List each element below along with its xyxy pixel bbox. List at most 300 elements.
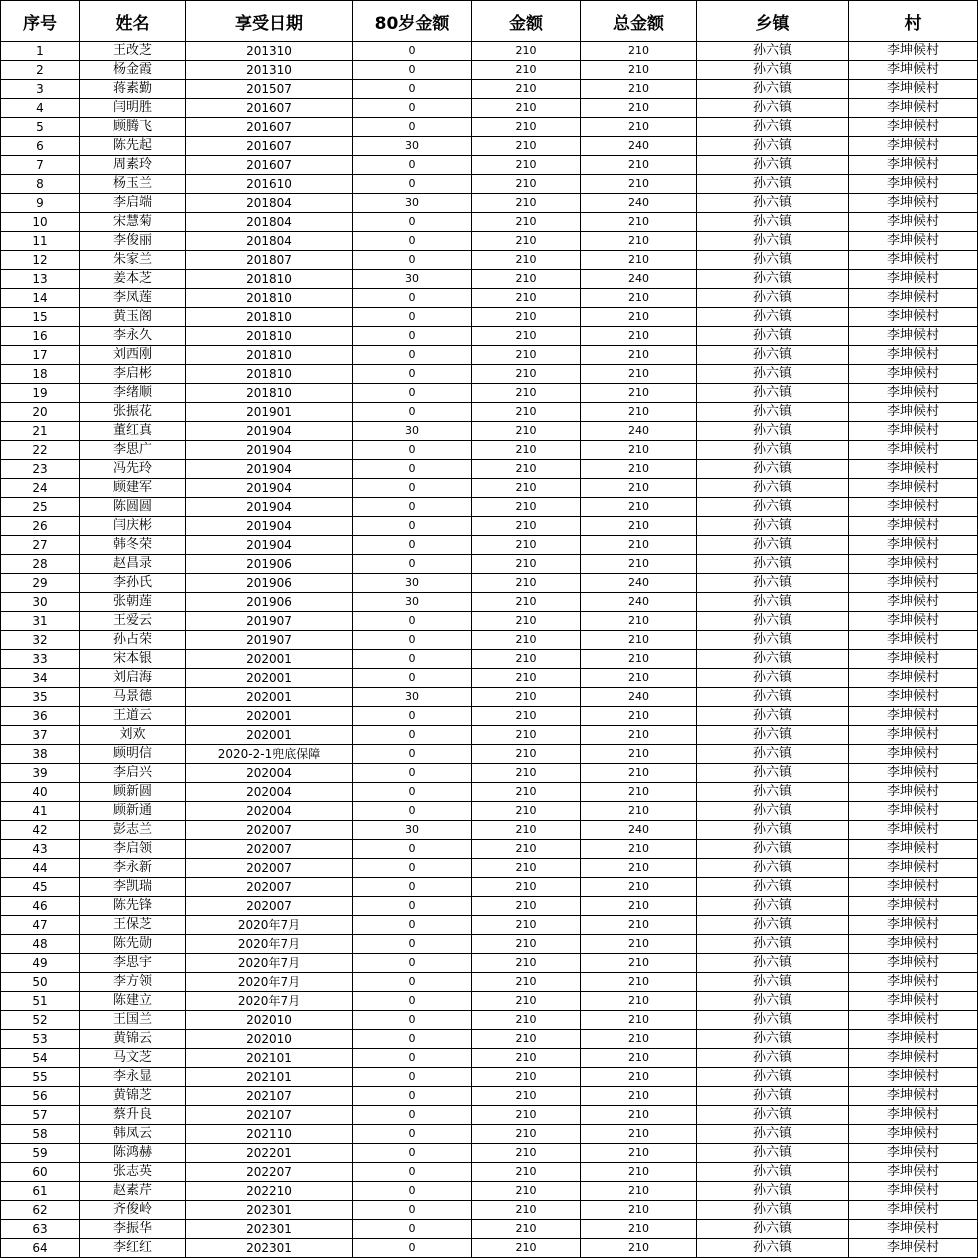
cell-serial-number: 44 — [1, 859, 80, 878]
cell-name: 李永显 — [80, 1068, 186, 1087]
cell-village: 李坤候村 — [849, 42, 978, 61]
table-row — [1, 935, 978, 954]
cell-town: 孙六镇 — [697, 1239, 849, 1258]
cell-start-date: 2020年7月 — [186, 973, 353, 992]
cell-total-amount: 210 — [581, 232, 697, 251]
cell-start-date: 201810 — [186, 308, 353, 327]
cell-age80-amount: 0 — [353, 555, 472, 574]
cell-town: 孙六镇 — [697, 1220, 849, 1239]
cell-town: 孙六镇 — [697, 327, 849, 346]
cell-amount: 210 — [472, 346, 581, 365]
cell-age80-amount: 0 — [353, 631, 472, 650]
cell-amount: 210 — [472, 479, 581, 498]
cell-village: 李坤候村 — [849, 1030, 978, 1049]
table-row — [1, 156, 978, 175]
cell-village: 李坤候村 — [849, 403, 978, 422]
cell-town: 孙六镇 — [697, 479, 849, 498]
cell-amount: 210 — [472, 1030, 581, 1049]
cell-serial-number: 14 — [1, 289, 80, 308]
cell-start-date: 201906 — [186, 593, 353, 612]
cell-start-date: 202001 — [186, 669, 353, 688]
cell-serial-number: 19 — [1, 384, 80, 403]
cell-name: 朱家兰 — [80, 251, 186, 270]
cell-town: 孙六镇 — [697, 1125, 849, 1144]
cell-town: 孙六镇 — [697, 1106, 849, 1125]
table-row — [1, 992, 978, 1011]
cell-village: 李坤侯村 — [849, 1182, 978, 1201]
cell-amount: 210 — [472, 631, 581, 650]
table-row — [1, 802, 978, 821]
table-row — [1, 536, 978, 555]
cell-age80-amount: 0 — [353, 935, 472, 954]
cell-village: 李坤候村 — [849, 859, 978, 878]
cell-town: 孙六镇 — [697, 175, 849, 194]
cell-amount: 210 — [472, 726, 581, 745]
cell-start-date: 201906 — [186, 555, 353, 574]
cell-serial-number: 43 — [1, 840, 80, 859]
cell-age80-amount: 30 — [353, 688, 472, 707]
cell-age80-amount: 0 — [353, 1220, 472, 1239]
cell-age80-amount: 0 — [353, 764, 472, 783]
cell-age80-amount: 30 — [353, 194, 472, 213]
cell-town: 孙六镇 — [697, 840, 849, 859]
cell-serial-number: 2 — [1, 61, 80, 80]
cell-amount: 210 — [472, 1125, 581, 1144]
cell-name: 李红红 — [80, 1239, 186, 1258]
cell-town: 孙六镇 — [697, 973, 849, 992]
cell-age80-amount: 0 — [353, 859, 472, 878]
cell-start-date: 201810 — [186, 365, 353, 384]
cell-serial-number: 12 — [1, 251, 80, 270]
cell-serial-number: 24 — [1, 479, 80, 498]
cell-total-amount: 240 — [581, 137, 697, 156]
cell-amount: 210 — [472, 745, 581, 764]
cell-start-date: 202201 — [186, 1144, 353, 1163]
cell-town: 孙六镇 — [697, 42, 849, 61]
cell-age80-amount: 0 — [353, 403, 472, 422]
cell-town: 孙六镇 — [697, 270, 849, 289]
cell-serial-number: 31 — [1, 612, 80, 631]
cell-serial-number: 38 — [1, 745, 80, 764]
cell-town: 孙六镇 — [697, 536, 849, 555]
cell-town: 孙六镇 — [697, 289, 849, 308]
cell-village: 李坤候村 — [849, 973, 978, 992]
cell-village: 李坤候村 — [849, 517, 978, 536]
cell-village: 李坤候村 — [849, 61, 978, 80]
table-row — [1, 289, 978, 308]
cell-village: 李坤侯村 — [849, 1201, 978, 1220]
cell-start-date: 201607 — [186, 156, 353, 175]
cell-amount: 210 — [472, 308, 581, 327]
cell-serial-number: 52 — [1, 1011, 80, 1030]
header-amount: 金额 — [472, 1, 581, 42]
cell-amount: 210 — [472, 536, 581, 555]
table-row — [1, 840, 978, 859]
cell-age80-amount: 0 — [353, 916, 472, 935]
cell-serial-number: 20 — [1, 403, 80, 422]
cell-town: 孙六镇 — [697, 61, 849, 80]
cell-start-date: 201810 — [186, 384, 353, 403]
cell-name: 宋本银 — [80, 650, 186, 669]
table-body — [1, 42, 978, 1258]
cell-start-date: 201310 — [186, 61, 353, 80]
cell-age80-amount: 0 — [353, 1068, 472, 1087]
cell-name: 李孙氏 — [80, 574, 186, 593]
cell-age80-amount: 0 — [353, 1011, 472, 1030]
cell-village: 李坤候村 — [849, 536, 978, 555]
cell-start-date: 202107 — [186, 1106, 353, 1125]
table-row — [1, 61, 978, 80]
cell-amount: 210 — [472, 783, 581, 802]
cell-name: 顾建军 — [80, 479, 186, 498]
cell-age80-amount: 0 — [353, 384, 472, 403]
table-row — [1, 479, 978, 498]
cell-name: 王爱云 — [80, 612, 186, 631]
cell-start-date: 201804 — [186, 213, 353, 232]
cell-amount: 210 — [472, 688, 581, 707]
cell-age80-amount: 0 — [353, 213, 472, 232]
cell-village: 李坤侯村 — [849, 1163, 978, 1182]
cell-start-date: 201904 — [186, 460, 353, 479]
cell-name: 王改芝 — [80, 42, 186, 61]
cell-village: 李坤候村 — [849, 631, 978, 650]
cell-town: 孙六镇 — [697, 992, 849, 1011]
table-row — [1, 118, 978, 137]
cell-total-amount: 210 — [581, 783, 697, 802]
cell-age80-amount: 0 — [353, 156, 472, 175]
table-row — [1, 194, 978, 213]
cell-amount: 210 — [472, 821, 581, 840]
cell-amount: 210 — [472, 1011, 581, 1030]
cell-name: 李启领 — [80, 840, 186, 859]
cell-village: 李坤候村 — [849, 764, 978, 783]
cell-town: 孙六镇 — [697, 726, 849, 745]
table-row — [1, 80, 978, 99]
table-row — [1, 232, 978, 251]
cell-name: 李振华 — [80, 1220, 186, 1239]
table-row — [1, 593, 978, 612]
cell-start-date: 201907 — [186, 612, 353, 631]
cell-name: 王保芝 — [80, 916, 186, 935]
cell-total-amount: 210 — [581, 726, 697, 745]
cell-name: 王道云 — [80, 707, 186, 726]
cell-total-amount: 210 — [581, 498, 697, 517]
cell-age80-amount: 0 — [353, 308, 472, 327]
cell-start-date: 202001 — [186, 688, 353, 707]
cell-total-amount: 240 — [581, 574, 697, 593]
cell-age80-amount: 0 — [353, 175, 472, 194]
table-row — [1, 137, 978, 156]
cell-name: 张朝莲 — [80, 593, 186, 612]
cell-town: 孙六镇 — [697, 593, 849, 612]
cell-total-amount: 210 — [581, 327, 697, 346]
cell-serial-number: 55 — [1, 1068, 80, 1087]
cell-amount: 210 — [472, 251, 581, 270]
cell-amount: 210 — [472, 1201, 581, 1220]
table-row — [1, 346, 978, 365]
cell-start-date: 202010 — [186, 1011, 353, 1030]
cell-amount: 210 — [472, 517, 581, 536]
cell-town: 孙六镇 — [697, 156, 849, 175]
cell-age80-amount: 0 — [353, 802, 472, 821]
cell-town: 孙六镇 — [697, 1087, 849, 1106]
cell-total-amount: 210 — [581, 650, 697, 669]
cell-village: 李坤候村 — [849, 555, 978, 574]
cell-total-amount: 210 — [581, 802, 697, 821]
cell-age80-amount: 0 — [353, 498, 472, 517]
cell-serial-number: 36 — [1, 707, 80, 726]
cell-village: 李坤侯村 — [849, 1239, 978, 1258]
cell-name: 姜本芝 — [80, 270, 186, 289]
cell-town: 孙六镇 — [697, 232, 849, 251]
cell-total-amount: 210 — [581, 897, 697, 916]
cell-name: 陈先起 — [80, 137, 186, 156]
cell-name: 顾新圆 — [80, 783, 186, 802]
cell-name: 马景德 — [80, 688, 186, 707]
cell-name: 刘启海 — [80, 669, 186, 688]
cell-town: 孙六镇 — [697, 783, 849, 802]
cell-total-amount: 210 — [581, 916, 697, 935]
cell-age80-amount: 0 — [353, 1239, 472, 1258]
cell-serial-number: 46 — [1, 897, 80, 916]
cell-village: 李坤候村 — [849, 1125, 978, 1144]
cell-name: 宋慧菊 — [80, 213, 186, 232]
cell-village: 李坤候村 — [849, 840, 978, 859]
cell-village: 李坤候村 — [849, 992, 978, 1011]
cell-age80-amount: 0 — [353, 1106, 472, 1125]
cell-total-amount: 210 — [581, 403, 697, 422]
cell-amount: 210 — [472, 707, 581, 726]
cell-name: 孙占荣 — [80, 631, 186, 650]
cell-amount: 210 — [472, 973, 581, 992]
header-serial-number: 序号 — [1, 1, 80, 42]
cell-total-amount: 210 — [581, 479, 697, 498]
cell-village: 李坤候村 — [849, 745, 978, 764]
cell-name: 张振花 — [80, 403, 186, 422]
cell-village: 李坤候村 — [849, 593, 978, 612]
table-row — [1, 1239, 978, 1258]
cell-total-amount: 210 — [581, 536, 697, 555]
header-name: 姓名 — [80, 1, 186, 42]
cell-serial-number: 22 — [1, 441, 80, 460]
cell-age80-amount: 0 — [353, 612, 472, 631]
cell-village: 李坤候村 — [849, 650, 978, 669]
cell-serial-number: 13 — [1, 270, 80, 289]
cell-village: 李坤候村 — [849, 137, 978, 156]
cell-village: 李坤候村 — [849, 251, 978, 270]
cell-serial-number: 47 — [1, 916, 80, 935]
table-row — [1, 897, 978, 916]
cell-village: 李坤候村 — [849, 726, 978, 745]
cell-age80-amount: 0 — [353, 973, 472, 992]
cell-age80-amount: 0 — [353, 840, 472, 859]
cell-serial-number: 51 — [1, 992, 80, 1011]
cell-amount: 210 — [472, 764, 581, 783]
table-row — [1, 726, 978, 745]
cell-village: 李坤候村 — [849, 384, 978, 403]
cell-total-amount: 210 — [581, 1182, 697, 1201]
cell-amount: 210 — [472, 80, 581, 99]
cell-amount: 210 — [472, 270, 581, 289]
cell-start-date: 201904 — [186, 422, 353, 441]
cell-town: 孙六镇 — [697, 1030, 849, 1049]
cell-serial-number: 62 — [1, 1201, 80, 1220]
cell-name: 齐俊岭 — [80, 1201, 186, 1220]
cell-start-date: 202210 — [186, 1182, 353, 1201]
cell-town: 孙六镇 — [697, 1182, 849, 1201]
cell-name: 王国兰 — [80, 1011, 186, 1030]
cell-serial-number: 45 — [1, 878, 80, 897]
cell-age80-amount: 0 — [353, 327, 472, 346]
cell-total-amount: 210 — [581, 1087, 697, 1106]
cell-serial-number: 8 — [1, 175, 80, 194]
cell-name: 李永新 — [80, 859, 186, 878]
cell-age80-amount: 0 — [353, 460, 472, 479]
cell-total-amount: 210 — [581, 1049, 697, 1068]
cell-total-amount: 210 — [581, 935, 697, 954]
cell-town: 孙六镇 — [697, 897, 849, 916]
cell-amount: 210 — [472, 992, 581, 1011]
cell-name: 李思宇 — [80, 954, 186, 973]
cell-age80-amount: 0 — [353, 1125, 472, 1144]
cell-amount: 210 — [472, 1068, 581, 1087]
cell-village: 李坤候村 — [849, 1106, 978, 1125]
cell-village: 李坤候村 — [849, 688, 978, 707]
cell-start-date: 202001 — [186, 707, 353, 726]
cell-total-amount: 210 — [581, 1125, 697, 1144]
table-row — [1, 555, 978, 574]
cell-name: 李凯瑞 — [80, 878, 186, 897]
table-row — [1, 783, 978, 802]
cell-total-amount: 210 — [581, 42, 697, 61]
cell-village: 李坤候村 — [849, 1068, 978, 1087]
table-row — [1, 422, 978, 441]
cell-town: 孙六镇 — [697, 118, 849, 137]
cell-village: 李坤候村 — [849, 194, 978, 213]
cell-village: 李坤候村 — [849, 498, 978, 517]
cell-amount: 210 — [472, 1182, 581, 1201]
cell-age80-amount: 0 — [353, 669, 472, 688]
cell-total-amount: 210 — [581, 1106, 697, 1125]
cell-start-date: 201904 — [186, 441, 353, 460]
cell-serial-number: 4 — [1, 99, 80, 118]
cell-town: 孙六镇 — [697, 1068, 849, 1087]
header-total-amount: 总金额 — [581, 1, 697, 42]
cell-name: 闫明胜 — [80, 99, 186, 118]
table-row — [1, 688, 978, 707]
cell-serial-number: 16 — [1, 327, 80, 346]
table-row — [1, 384, 978, 403]
cell-village: 李坤候村 — [849, 232, 978, 251]
table-row — [1, 1068, 978, 1087]
table-row — [1, 327, 978, 346]
cell-village: 李坤侯村 — [849, 1220, 978, 1239]
cell-start-date: 2020年7月 — [186, 992, 353, 1011]
cell-total-amount: 210 — [581, 213, 697, 232]
cell-name: 黄玉阁 — [80, 308, 186, 327]
cell-serial-number: 26 — [1, 517, 80, 536]
table-row — [1, 878, 978, 897]
cell-town: 孙六镇 — [697, 1163, 849, 1182]
cell-name: 韩凤云 — [80, 1125, 186, 1144]
cell-total-amount: 210 — [581, 631, 697, 650]
table-row — [1, 270, 978, 289]
cell-town: 孙六镇 — [697, 403, 849, 422]
cell-age80-amount: 0 — [353, 954, 472, 973]
cell-total-amount: 210 — [581, 612, 697, 631]
cell-age80-amount: 0 — [353, 232, 472, 251]
cell-total-amount: 210 — [581, 555, 697, 574]
cell-town: 孙六镇 — [697, 574, 849, 593]
cell-total-amount: 210 — [581, 517, 697, 536]
cell-village: 李坤候村 — [849, 916, 978, 935]
cell-name: 李启端 — [80, 194, 186, 213]
cell-total-amount: 210 — [581, 954, 697, 973]
cell-total-amount: 210 — [581, 156, 697, 175]
cell-village: 李坤候村 — [849, 1011, 978, 1030]
cell-total-amount: 210 — [581, 707, 697, 726]
cell-start-date: 201507 — [186, 80, 353, 99]
cell-total-amount: 210 — [581, 1011, 697, 1030]
cell-total-amount: 210 — [581, 365, 697, 384]
cell-town: 孙六镇 — [697, 935, 849, 954]
cell-total-amount: 210 — [581, 118, 697, 137]
cell-village: 李坤候村 — [849, 118, 978, 137]
cell-start-date: 202110 — [186, 1125, 353, 1144]
cell-serial-number: 58 — [1, 1125, 80, 1144]
cell-serial-number: 25 — [1, 498, 80, 517]
cell-total-amount: 210 — [581, 973, 697, 992]
header-age80-amount: 80岁金额 — [353, 1, 472, 42]
table-row — [1, 1163, 978, 1182]
cell-name: 赵素芹 — [80, 1182, 186, 1201]
cell-town: 孙六镇 — [697, 1049, 849, 1068]
table-row — [1, 42, 978, 61]
cell-town: 孙六镇 — [697, 859, 849, 878]
cell-town: 孙六镇 — [697, 669, 849, 688]
cell-serial-number: 37 — [1, 726, 80, 745]
cell-total-amount: 210 — [581, 669, 697, 688]
cell-village: 李坤候村 — [849, 213, 978, 232]
cell-name: 李俊丽 — [80, 232, 186, 251]
cell-amount: 210 — [472, 327, 581, 346]
cell-serial-number: 5 — [1, 118, 80, 137]
cell-start-date: 202010 — [186, 1030, 353, 1049]
cell-age80-amount: 30 — [353, 593, 472, 612]
cell-age80-amount: 0 — [353, 745, 472, 764]
cell-serial-number: 42 — [1, 821, 80, 840]
cell-name: 周素玲 — [80, 156, 186, 175]
cell-start-date: 201804 — [186, 194, 353, 213]
cell-start-date: 2020-2-1兜底保障 — [186, 745, 353, 764]
cell-name: 张志英 — [80, 1163, 186, 1182]
cell-serial-number: 33 — [1, 650, 80, 669]
cell-age80-amount: 0 — [353, 726, 472, 745]
cell-name: 赵昌录 — [80, 555, 186, 574]
cell-town: 孙六镇 — [697, 707, 849, 726]
cell-village: 李坤候村 — [849, 821, 978, 840]
cell-start-date: 202107 — [186, 1087, 353, 1106]
cell-start-date: 201807 — [186, 251, 353, 270]
cell-total-amount: 240 — [581, 593, 697, 612]
cell-start-date: 202004 — [186, 802, 353, 821]
cell-age80-amount: 0 — [353, 1163, 472, 1182]
cell-amount: 210 — [472, 593, 581, 612]
cell-village: 李坤候村 — [849, 1049, 978, 1068]
cell-amount: 210 — [472, 935, 581, 954]
cell-total-amount: 210 — [581, 460, 697, 479]
cell-town: 孙六镇 — [697, 365, 849, 384]
